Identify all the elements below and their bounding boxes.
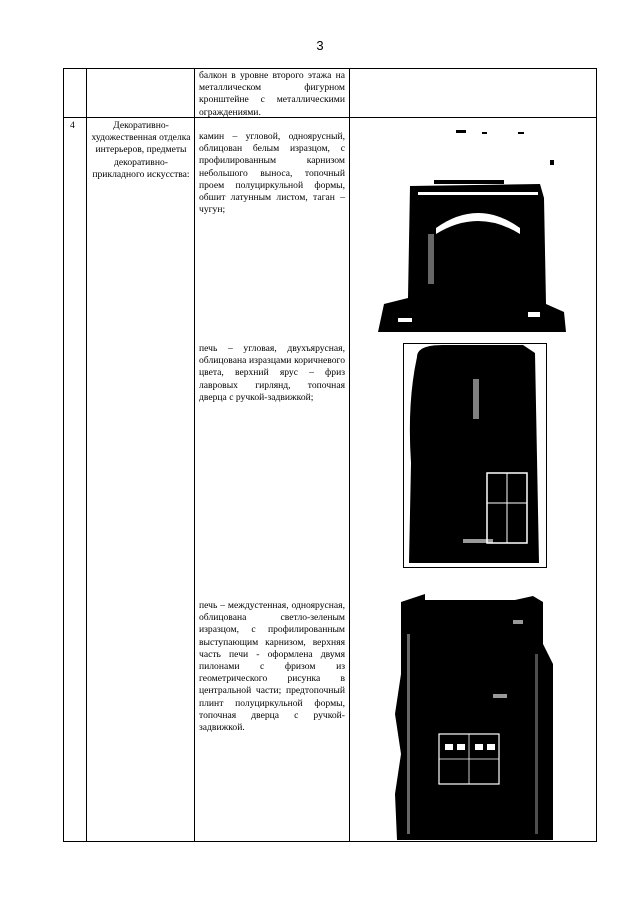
corner-stove-photo-icon — [403, 343, 547, 568]
continuation-text: балкон в уровне второго этажа на металлическом фигурном кронштейне с металлическими ограждениями. — [199, 70, 345, 118]
table-column-divider-1 — [86, 68, 87, 842]
wall-stove-photo-icon — [393, 594, 573, 840]
item-description-wall-stove: печь – междустенная, одноярусная, облицована светло-зеленым изразцом, с профилированным выступающим карнизом, верхняя часть печи - оформлена двумя пилонами с фризом из геометрического рисунка в центральной части; предтопочный плинт полуциркульной формы, топочная дверца с ручкой-задвижкой. — [199, 600, 345, 734]
table-border-right — [596, 68, 597, 842]
row-number: 4 — [70, 120, 75, 131]
table-border-left — [63, 68, 64, 842]
item-description-fireplace: камин – угловой, одноярусный, облицован белым изразцом, с профилированным карнизом небольшого выноса, топочный проем полуциркульной формы, обшит латунным листом, таган – чугун; — [199, 131, 345, 216]
table-column-divider-3 — [349, 68, 350, 842]
table-column-divider-2 — [194, 68, 195, 842]
page-number: 3 — [316, 38, 324, 53]
table-border-bottom — [63, 841, 597, 842]
table-border-top — [63, 68, 597, 69]
row-category: Декоративно-художественная отделка интерьеров, предметы декоративно-прикладного искусства: — [91, 120, 191, 180]
fireplace-photo-icon — [378, 128, 568, 332]
item-description-corner-stove: печь – угловая, двухъярусная, облицована изразцами коричневого цвета, верхний ярус – фриз лавровых гирлянд, топочная дверца с ручкой-задвижкой; — [199, 343, 345, 403]
